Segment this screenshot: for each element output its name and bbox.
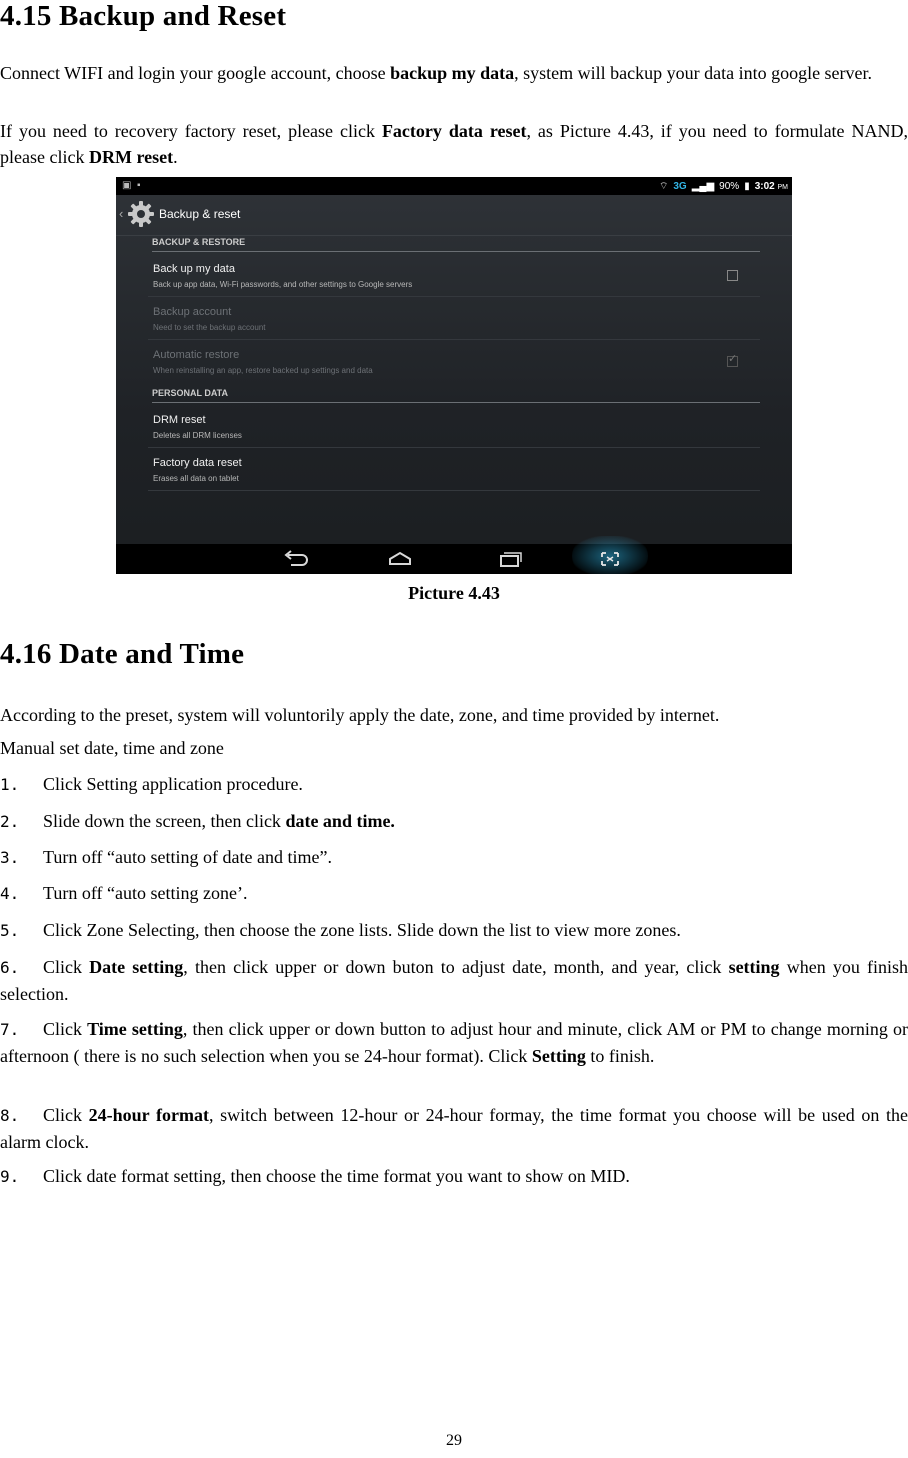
setting-title: Backup account: [153, 306, 232, 318]
paragraph-manual-set: Manual set date, time and zone: [0, 738, 224, 758]
network-type: 3G: [673, 181, 687, 192]
setting-summary: Need to set the backup account: [153, 323, 266, 332]
section-heading-backup-reset: 4.15 Backup and Reset: [0, 0, 287, 32]
text: Turn off “auto setting zone’.: [43, 883, 248, 903]
text: If you need to recovery factory reset, please click: [0, 121, 382, 141]
list-number: 7.: [0, 1020, 20, 1039]
settings-gear-icon[interactable]: [127, 200, 155, 228]
list-number: 8.: [0, 1106, 20, 1125]
action-bar: [116, 195, 792, 236]
list-number: 6.: [0, 958, 20, 977]
clock-ampm: PM: [777, 184, 788, 191]
list-item: [0, 880, 908, 907]
setting-title: Automatic restore: [153, 349, 240, 361]
paragraph-backup: [0, 60, 908, 86]
section-heading-date-time: 4.16 Date and Time: [0, 638, 245, 670]
paragraph-date-time-intro: According to the preset, system will voluntorily apply the date, zone, and time provided by internet.: [0, 705, 720, 725]
figure-caption: Picture 4.43: [408, 583, 500, 603]
list-item: [0, 808, 908, 835]
bold-text: 24-hour format: [88, 1105, 209, 1125]
list-number: 4.: [0, 884, 20, 903]
setting-summary: Deletes all DRM licenses: [153, 431, 242, 440]
text: , then click upper or down button to adjust hour and minute, click AM or PM to change morning or afternoon ( there is no such selection when you se 24-hour format). Click: [0, 1019, 908, 1066]
back-chevron-icon[interactable]: ‹: [119, 206, 124, 221]
setting-title: Factory data reset: [153, 457, 242, 469]
wifi-icon: ⌔: [658, 181, 669, 192]
status-bar: [116, 177, 792, 195]
text: .: [173, 147, 178, 167]
recents-nav-icon[interactable]: [496, 550, 524, 568]
text: Click Setting application procedure.: [43, 774, 303, 794]
text: , system will backup your data into google server.: [514, 63, 873, 83]
list-item: [0, 844, 908, 871]
list-item: [0, 917, 908, 944]
setting-factory-data-reset[interactable]: [148, 448, 760, 491]
list-number: 2.: [0, 812, 20, 831]
setting-drm-reset[interactable]: [148, 405, 760, 448]
screen-title: Backup & reset: [159, 207, 241, 221]
text: to finish.: [585, 1046, 655, 1066]
text: Slide down the screen, then click: [43, 811, 286, 831]
list-item: [0, 1016, 908, 1069]
bold-text: Time setting: [87, 1019, 183, 1039]
setting-title: DRM reset: [153, 414, 206, 426]
list-item: [0, 1163, 908, 1190]
text: when you finish selection.: [0, 957, 908, 1004]
list-number: 1.: [0, 775, 20, 794]
section-header-backup-restore: BACKUP & RESTORE: [152, 237, 760, 252]
notification-icons: ▣ ▪: [122, 180, 141, 191]
bold-text: DRM reset: [88, 147, 174, 167]
text: Turn off “auto setting of date and time”.: [43, 847, 332, 867]
text: Click: [43, 1019, 88, 1039]
page-number: 29: [446, 1432, 462, 1449]
paragraph-reset: [0, 118, 908, 170]
setting-summary: Back up app data, Wi-Fi passwords, and other settings to Google servers: [153, 280, 413, 289]
list-item: [0, 771, 908, 798]
text: Click: [43, 1105, 89, 1125]
list-number: 5.: [0, 921, 20, 940]
text: Click date format setting, then choose the time format you want to show on MID.: [43, 1166, 630, 1186]
home-nav-icon[interactable]: [386, 550, 414, 568]
text: , as Picture 4.43, if you need to formulate NAND, please click: [0, 121, 908, 167]
backup-checkbox[interactable]: [727, 270, 738, 281]
list-item: [0, 954, 908, 1007]
section-header-personal-data: PERSONAL DATA: [152, 388, 760, 403]
bold-text: Setting: [531, 1046, 586, 1066]
text: , switch between 12-hour or 24-hour formay, the time format you choose will be used on the alarm clock.: [0, 1105, 908, 1152]
bold-text: backup my data: [390, 63, 515, 83]
auto-restore-checkbox: [727, 356, 738, 367]
signal-icon: ▂▄▆: [691, 181, 715, 192]
bold-text: date and time.: [285, 811, 395, 831]
text: Click: [43, 957, 90, 977]
text: Click Zone Selecting, then choose the zone lists. Slide down the list to view more zones.: [43, 920, 681, 940]
screenshot-nav-icon[interactable]: [596, 550, 624, 568]
list-number: 9.: [0, 1167, 20, 1186]
setting-backup-account: [148, 297, 760, 340]
setting-automatic-restore: [148, 340, 760, 382]
setting-summary: Erases all data on tablet: [153, 474, 239, 483]
navigation-bar: [116, 544, 792, 574]
battery-level: 90%: [719, 181, 740, 192]
text: Connect WIFI and login your google account, choose: [0, 63, 391, 83]
bold-text: Factory data reset: [381, 121, 527, 141]
list-item: [0, 1102, 908, 1155]
setting-summary: When reinstalling an app, restore backed up settings and data: [153, 366, 373, 375]
back-nav-icon[interactable]: [282, 550, 310, 568]
battery-icon: ▮: [744, 181, 750, 192]
setting-back-up-my-data[interactable]: [148, 254, 760, 297]
bold-text: setting: [728, 957, 780, 977]
clock-time: 3:02: [754, 181, 775, 192]
status-indicators: [659, 180, 788, 193]
clock: [755, 181, 788, 192]
bold-text: Date setting: [89, 957, 184, 977]
backup-reset-screenshot: [116, 177, 792, 574]
text: , then click upper or down buton to adjust date, month, and year, click: [183, 957, 729, 977]
list-number: 3.: [0, 848, 20, 867]
setting-title: Back up my data: [153, 263, 235, 275]
